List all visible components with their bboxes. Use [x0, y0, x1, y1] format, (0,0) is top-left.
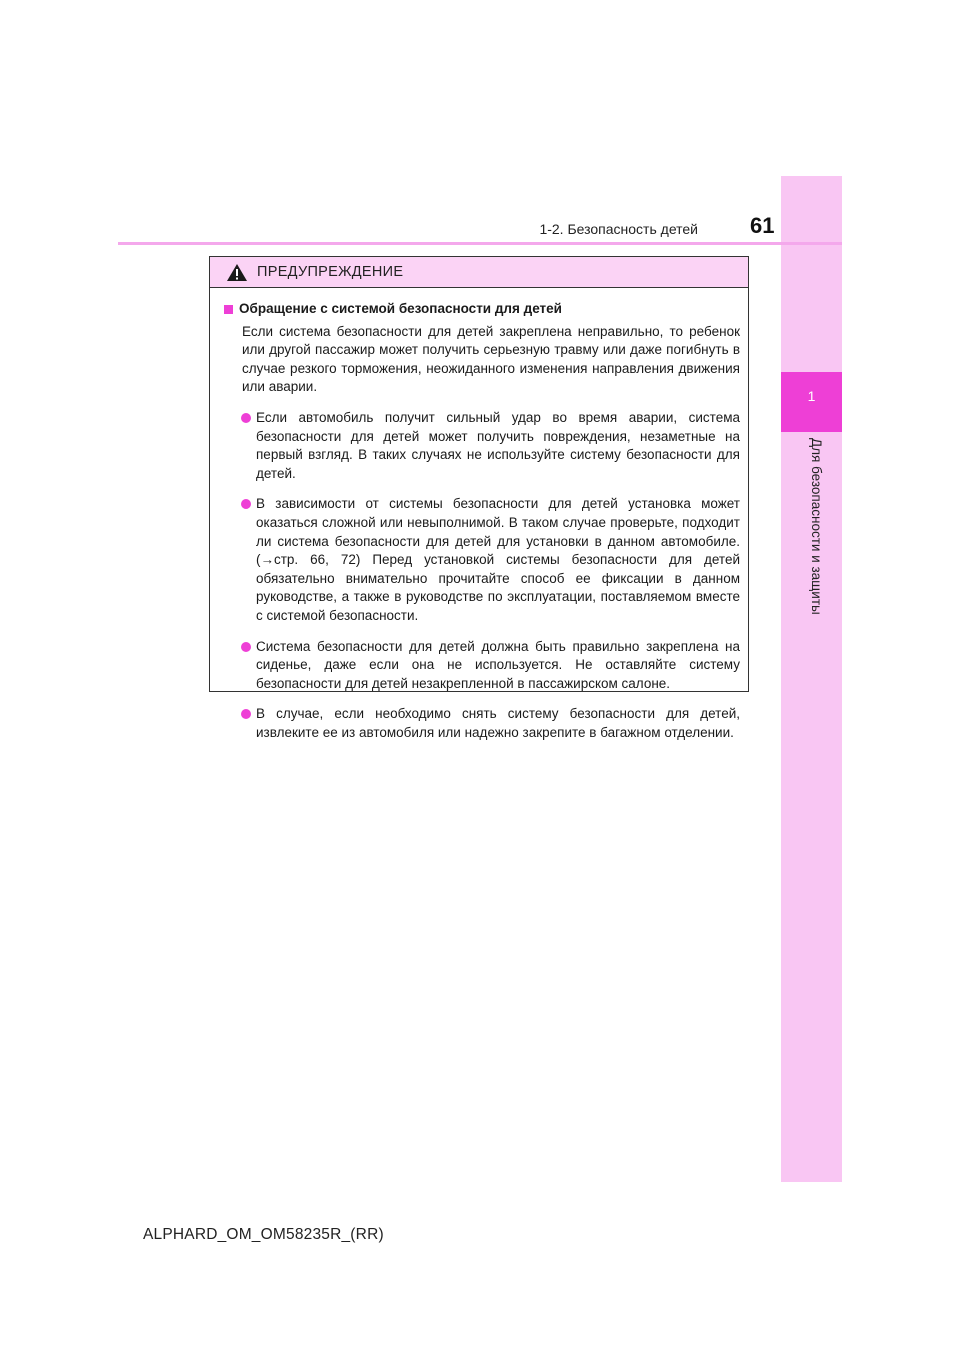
bullet-dot-icon [241, 642, 251, 652]
section-title: 1-2. Безопасность детей [539, 221, 698, 237]
square-bullet-icon [224, 305, 233, 314]
warning-bullet-text: В зависимости от системы безопасности для детей установка может оказаться сложной или невыполнимой. В таком случае проверьте, подходит ли система безопасности для детей для установки в данном автомобиле. (→стр. 66, 72) Перед установкой системы безопасности для детей обязательно внимательно прочитайте способ ее фиксации в данном руководстве, а также в руководстве по эксплуатации, поставляемом вместе с системой безопасности. [256, 496, 740, 623]
warning-bullet-text: Если автомобиль получит сильный удар во время аварии, система безопасности для детей может получить повреждения, незаметные на первый взгляд. В таких случаях не используйте систему безопасности для детей. [256, 409, 740, 481]
warning-section-title [224, 300, 740, 319]
warning-bullet [256, 705, 740, 742]
warning-intro: Если система безопасности для детей закреплена неправильно, то ребенок или другой пассажир может получить серьезную травму или даже погибнуть в случае резкого торможения, неожиданного изменения направления движения или аварии. [242, 323, 740, 395]
warning-body [210, 288, 748, 742]
warning-bullet [256, 409, 740, 483]
chapter-number: 1 [807, 388, 816, 404]
bullet-dot-icon [241, 499, 251, 509]
page-number: 61 [750, 213, 775, 238]
side-tab [781, 176, 842, 1182]
warning-triangle-icon [226, 263, 248, 282]
bullet-dot-icon [241, 413, 251, 423]
warning-bullet-text: Система безопасности для детей должна быть правильно закреплена на сиденье, даже если она не используется. Не оставляйте систему безопасности для детей незакрепленной в пассажирском салоне. [256, 638, 740, 691]
bullet-dot-icon [241, 709, 251, 719]
warning-bullet [256, 638, 740, 694]
warning-header [210, 257, 748, 288]
warning-box [209, 256, 749, 740]
chapter-title: Для безопасности и защиты [809, 438, 824, 615]
warning-bullet [256, 495, 740, 625]
header-divider [118, 242, 842, 245]
warning-bullet-text: В случае, если необходимо снять систему безопасности для детей, извлеките ее из автомобиля или надежно закрепите в багажном отделении. [256, 706, 740, 740]
warning-label: ПРЕДУПРЕЖДЕНИЕ [257, 264, 404, 280]
document-code: ALPHARD_OM_OM58235R_(RR) [143, 1226, 384, 1243]
warning-section-title-text: Обращение с системой безопасности для детей [239, 301, 562, 316]
